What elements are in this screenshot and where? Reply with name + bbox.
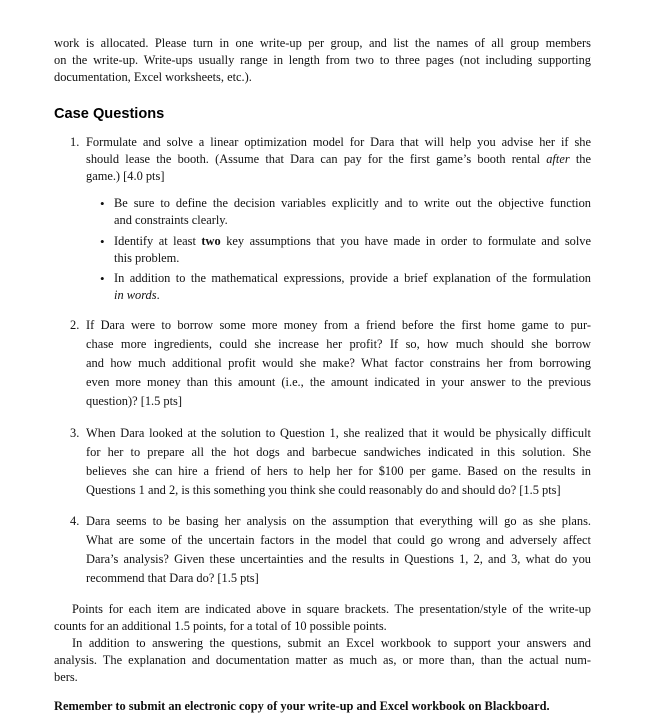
question-line: for her to prepare all the hot dogs and barbecue sandwiches indicated in this solution. She bbox=[86, 445, 591, 459]
bold-text: two bbox=[201, 234, 221, 248]
question-text bbox=[86, 134, 591, 185]
bullet-line: in words. bbox=[114, 288, 160, 302]
intro-line: work is allocated. Please turn in one write-up per group, and list the names of all group members bbox=[54, 36, 591, 50]
question-text bbox=[86, 316, 591, 411]
question-line: chase more ingredients, could she increase her profit? If so, how much should she borrow bbox=[86, 337, 591, 351]
paragraph-line: bers. bbox=[54, 670, 78, 684]
question-text bbox=[86, 512, 591, 588]
question-line: Questions 1 and 2, is this something you think she could reasonably do and should do? [1.5 pts] bbox=[86, 483, 561, 497]
bullet-icon: • bbox=[100, 196, 105, 211]
paragraph-line: Points for each item are indicated above in square brackets. The presentation/style of the write-up bbox=[72, 602, 591, 616]
question-line: recommend that Dara do? [1.5 pts] bbox=[86, 571, 259, 585]
question-1 bbox=[70, 134, 591, 185]
question-line: What are some of the uncertain factors in the model that could go wrong and adversely affect bbox=[86, 533, 591, 547]
question-line: and how much additional profit would she make? What factor constrains her from borrowing bbox=[86, 356, 591, 370]
question-2 bbox=[70, 316, 591, 411]
question-line: Dara seems to be basing her analysis on the assumption that everything will go as she plans. bbox=[86, 514, 591, 528]
excel-paragraph bbox=[54, 635, 591, 686]
emphasis-text: after bbox=[546, 152, 570, 166]
bullet-icon: • bbox=[100, 271, 105, 286]
bullet-line: Be sure to define the decision variables explicitly and to write out the objective function bbox=[114, 196, 591, 210]
question-4 bbox=[70, 512, 591, 588]
paragraph-line: counts for an additional 1.5 points, for a total of 10 possible points. bbox=[54, 619, 387, 633]
bullet-line: Identify at least two key assumptions that you have made in order to formulate and solve bbox=[114, 234, 591, 248]
question-line: Formulate and solve a linear optimization model for Dara that will help you advise her if she bbox=[86, 135, 591, 149]
bullet-line: this problem. bbox=[114, 251, 180, 265]
bullet-line: and constraints clearly. bbox=[114, 213, 228, 227]
bullet-icon: • bbox=[100, 234, 105, 249]
question-number: 4. bbox=[70, 514, 80, 528]
bullet-line: In addition to the mathematical expressions, provide a brief explanation of the formulation bbox=[114, 271, 591, 285]
question-line: believes she can hire a friend of hers to help her for $100 per game. Based on the results in bbox=[86, 464, 591, 478]
question-number: 3. bbox=[70, 426, 80, 440]
bullet-item bbox=[100, 195, 591, 229]
question-line: If Dara were to borrow some more money from a friend before the first home game to pur- bbox=[86, 318, 591, 332]
question-line: game.) [4.0 pts] bbox=[86, 169, 165, 183]
question-line: Dara’s analysis? Given these uncertainties and the results in Questions 1, 2, and 3, what do you bbox=[86, 552, 591, 566]
question-line: even more money than this amount (i.e., the amount indicated in your answer to the previous bbox=[86, 375, 591, 389]
emphasis-text: in words bbox=[114, 288, 157, 302]
question-line: question)? [1.5 pts] bbox=[86, 394, 183, 408]
paragraph-line: analysis. The explanation and documentation matter as much as, or more than, than the actual num- bbox=[54, 653, 591, 667]
question-text bbox=[86, 424, 591, 500]
intro-line: on the write-up. Write-ups usually range in length from two to three pages (not including supporting bbox=[54, 53, 591, 67]
paragraph-line: In addition to answering the questions, submit an Excel workbook to support your answers and bbox=[72, 636, 591, 650]
reminder-text: Remember to submit an electronic copy of your write-up and Excel workbook on Blackboard. bbox=[54, 699, 550, 713]
question-3 bbox=[70, 424, 591, 500]
intro-paragraph bbox=[54, 35, 591, 86]
bullet-item bbox=[100, 233, 591, 267]
question-line: should lease the booth. (Assume that Dara can pay for the first game’s booth rental after the bbox=[86, 152, 591, 166]
question-number: 2. bbox=[70, 318, 80, 332]
question-line: When Dara looked at the solution to Question 1, she realized that it would be physically difficult bbox=[86, 426, 591, 440]
bullet-item bbox=[100, 270, 591, 304]
intro-line: documentation, Excel worksheets, etc.). bbox=[54, 70, 252, 84]
section-title: Case Questions bbox=[54, 106, 165, 122]
question-number: 1. bbox=[70, 135, 80, 149]
points-paragraph bbox=[54, 601, 591, 635]
